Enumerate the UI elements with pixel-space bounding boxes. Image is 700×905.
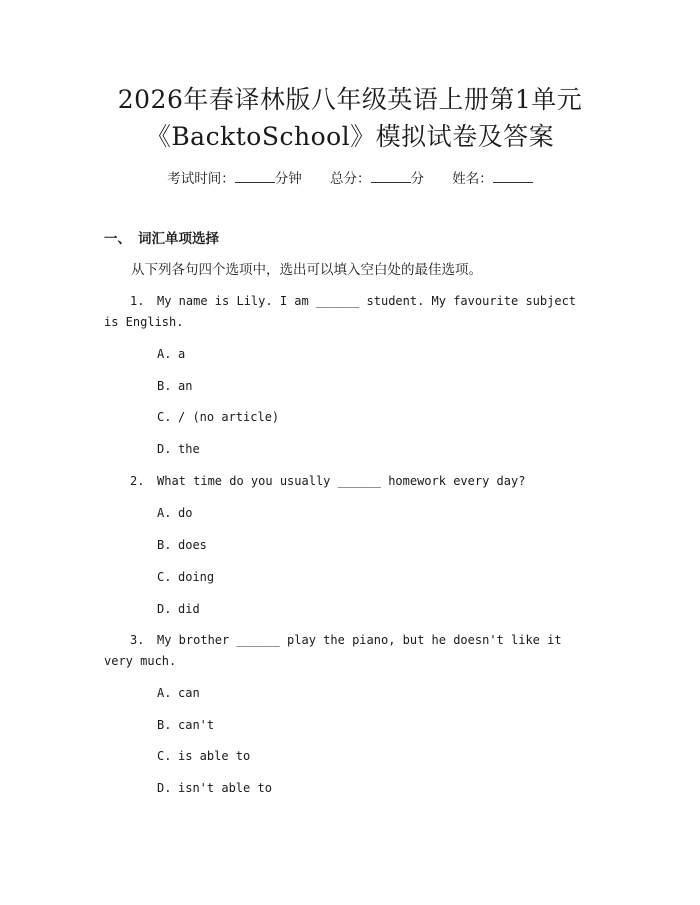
option-1c[interactable] xyxy=(157,407,279,427)
option-text: does xyxy=(178,538,207,552)
score-unit: 分 xyxy=(410,171,424,187)
option-3a[interactable] xyxy=(157,683,200,703)
score-label: 总分： xyxy=(330,171,371,187)
option-2d[interactable] xyxy=(157,599,200,619)
option-letter: D. xyxy=(157,442,172,456)
page-title-line1: 2026年春译林版八年级英语上册第1单元 xyxy=(117,85,583,114)
question-2 xyxy=(104,471,584,492)
question-number: 1. xyxy=(130,294,145,308)
option-text: a xyxy=(178,347,186,361)
question-number: 2. xyxy=(130,474,145,488)
name-label: 姓名： xyxy=(452,171,493,187)
question-number: 3. xyxy=(130,633,145,647)
option-letter: A. xyxy=(157,506,172,520)
option-letter: B. xyxy=(157,379,172,393)
section-heading xyxy=(104,229,219,249)
score-field xyxy=(330,168,424,189)
question-text: What time do you usually ______ homework every day? xyxy=(157,474,526,488)
option-letter: C. xyxy=(157,749,172,763)
option-text: is able to xyxy=(178,749,251,763)
option-text: an xyxy=(178,379,193,393)
option-text: the xyxy=(178,442,200,456)
name-blank[interactable] xyxy=(493,168,533,183)
option-2b[interactable] xyxy=(157,535,207,555)
question-1 xyxy=(104,291,584,333)
option-1a[interactable] xyxy=(157,344,185,364)
option-letter: B. xyxy=(157,718,172,732)
option-letter: A. xyxy=(157,347,172,361)
option-letter: C. xyxy=(157,570,172,584)
option-letter: A. xyxy=(157,686,172,700)
section-instruction: 从下列各句四个选项中，选出可以填入空白处的最佳选项。 xyxy=(131,262,482,278)
option-text: can't xyxy=(178,718,215,732)
option-letter: D. xyxy=(157,781,172,795)
option-letter: C. xyxy=(157,410,172,424)
section-number: 一、 xyxy=(104,231,131,247)
option-1d[interactable] xyxy=(157,439,200,459)
option-3d[interactable] xyxy=(157,778,272,798)
option-text: doing xyxy=(178,570,215,584)
option-letter: B. xyxy=(157,538,172,552)
question-text: My name is Lily. I am ______ student. My favourite subject is English. xyxy=(104,294,577,329)
name-field xyxy=(452,168,533,189)
exam-info-bar xyxy=(0,168,700,189)
question-3 xyxy=(104,630,584,672)
time-field xyxy=(167,168,302,189)
option-text: isn't able to xyxy=(178,781,272,795)
option-2a[interactable] xyxy=(157,503,192,523)
option-2c[interactable] xyxy=(157,567,214,587)
page-title-line2: 《BacktoSchool》模拟试卷及答案 xyxy=(145,122,555,151)
score-blank[interactable] xyxy=(371,168,411,183)
time-blank[interactable] xyxy=(235,168,275,183)
option-text: did xyxy=(178,602,200,616)
option-text: / (no article) xyxy=(178,410,280,424)
option-3b[interactable] xyxy=(157,715,214,735)
time-label: 考试时间： xyxy=(167,171,235,187)
option-1b[interactable] xyxy=(157,376,192,396)
option-text: can xyxy=(178,686,200,700)
option-letter: D. xyxy=(157,602,172,616)
option-text: do xyxy=(178,506,193,520)
section-title: 词汇单项选择 xyxy=(138,231,219,247)
time-unit: 分钟 xyxy=(274,171,302,187)
question-text: My brother ______ play the piano, but he doesn't like it very much. xyxy=(104,633,562,668)
option-3c[interactable] xyxy=(157,746,250,766)
